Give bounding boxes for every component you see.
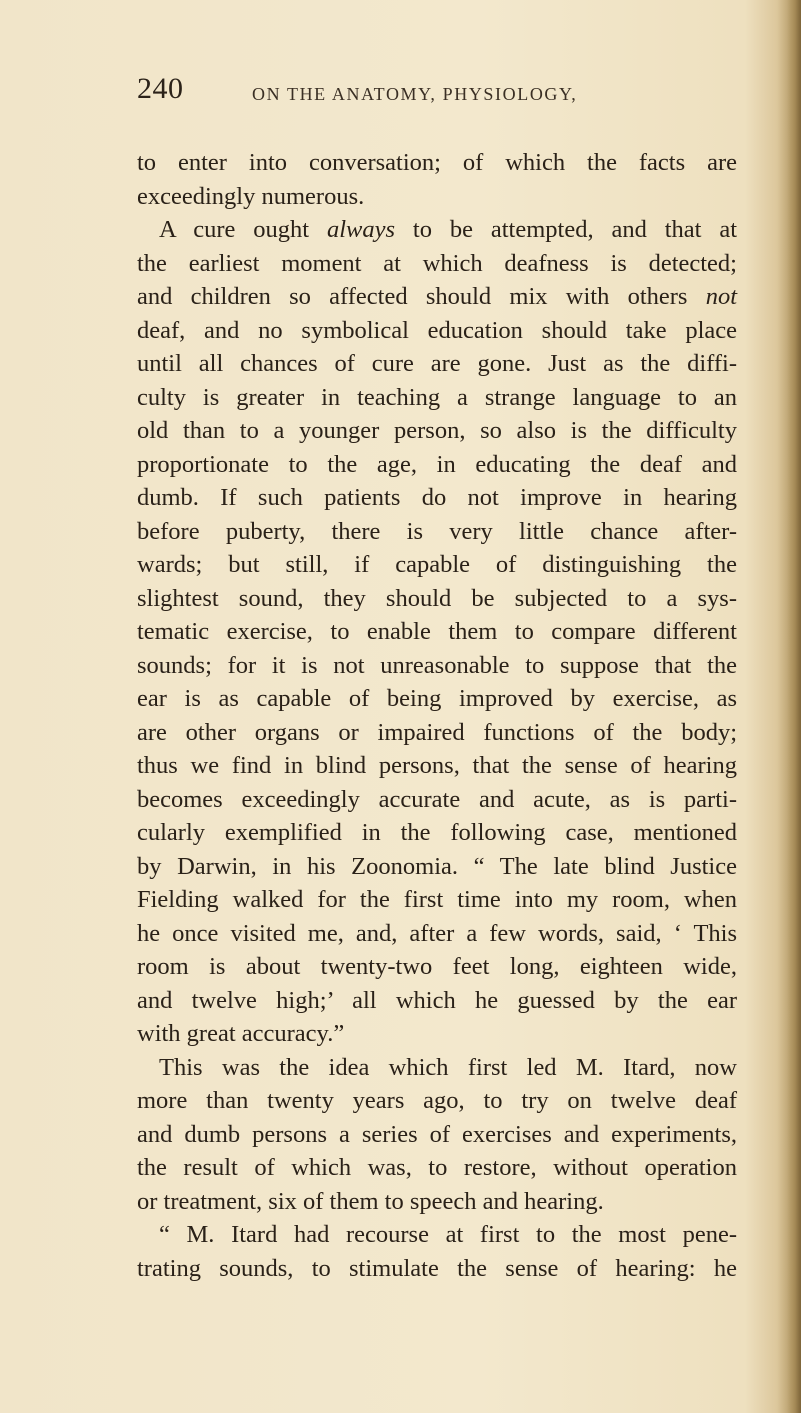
text-line [137, 213, 737, 247]
text-line: by Darwin, in his Zoonomia. “ The late blind Justice [137, 852, 737, 880]
text-line: and twelve high;’ all which he guessed by the ear [137, 986, 737, 1014]
text-line: are other organs or impaired functions of the body; [137, 718, 737, 746]
text-line: dumb. If such patients do not improve in hearing [137, 484, 737, 511]
text-line: room is about twenty-two feet long, eighteen wide, [137, 953, 737, 980]
text-line [137, 280, 737, 314]
text-line: the earliest moment at which deafness is detected; [137, 249, 737, 277]
text-line: to enter into conversation; of which the facts are [137, 149, 737, 176]
text-line: This was the idea which first led M. Itard, now [159, 1053, 737, 1081]
text-line: sounds; for it is not unreasonable to suppose that the [137, 651, 737, 679]
text-line: he once visited me, and, after a few words, said, ‘ This [137, 919, 737, 947]
text-line: slightest sound, they should be subjected to a sys- [137, 584, 737, 612]
emphasis-text: always [326, 216, 396, 243]
text-line: with great accuracy.” [137, 1020, 345, 1047]
text-line: deaf, and no symbolical education should take place [137, 316, 737, 344]
text-line: thus we find in blind persons, that the sense of hearing [137, 752, 737, 779]
text-line: cularly exemplified in the following case, mentioned [137, 819, 737, 846]
text-line: culty is greater in teaching a strange language to an [137, 383, 737, 411]
text-line: the result of which was, to restore, without operation [137, 1154, 737, 1181]
text-line: and dumb persons a series of exercises and experiments, [137, 1120, 737, 1148]
text-line: “ M. Itard had recourse at first to the most pene- [159, 1221, 737, 1248]
page-edge-shadow [787, 0, 801, 1413]
page-number: 240 [137, 72, 184, 105]
text-line: becomes exceedingly accurate and acute, as is parti- [137, 785, 737, 813]
text-line: proportionate to the age, in educating the deaf and [137, 450, 737, 478]
text-line: trating sounds, to stimulate the sense of hearing: he [137, 1254, 737, 1282]
emphasis-text: not [705, 283, 737, 310]
text-line: until all chances of cure are gone. Just as the diffi- [137, 350, 737, 377]
text-line: tematic exercise, to enable them to compare different [137, 618, 737, 645]
text-segment: and children so affected should mix with others [137, 283, 706, 310]
text-line: Fielding walked for the first time into my room, when [137, 886, 737, 913]
text-segment: A cure ought [159, 216, 327, 243]
running-head [137, 72, 737, 112]
running-head-title: ON THE ANATOMY, PHYSIOLOGY, [252, 84, 578, 104]
text-line: more than twenty years ago, to try on twelve deaf [137, 1087, 737, 1114]
text-line: old than to a younger person, so also is the difficulty [137, 417, 737, 444]
body-text [137, 146, 737, 1285]
text-line: before puberty, there is very little chance after- [137, 517, 737, 545]
text-line: wards; but still, if capable of distinguishing the [137, 551, 737, 578]
text-line: exceedingly numerous. [137, 182, 365, 210]
text-line: ear is as capable of being improved by exercise, as [137, 685, 737, 712]
text-line: or treatment, six of them to speech and hearing. [137, 1187, 604, 1215]
text-segment: to be attempted, and that at [395, 216, 737, 243]
